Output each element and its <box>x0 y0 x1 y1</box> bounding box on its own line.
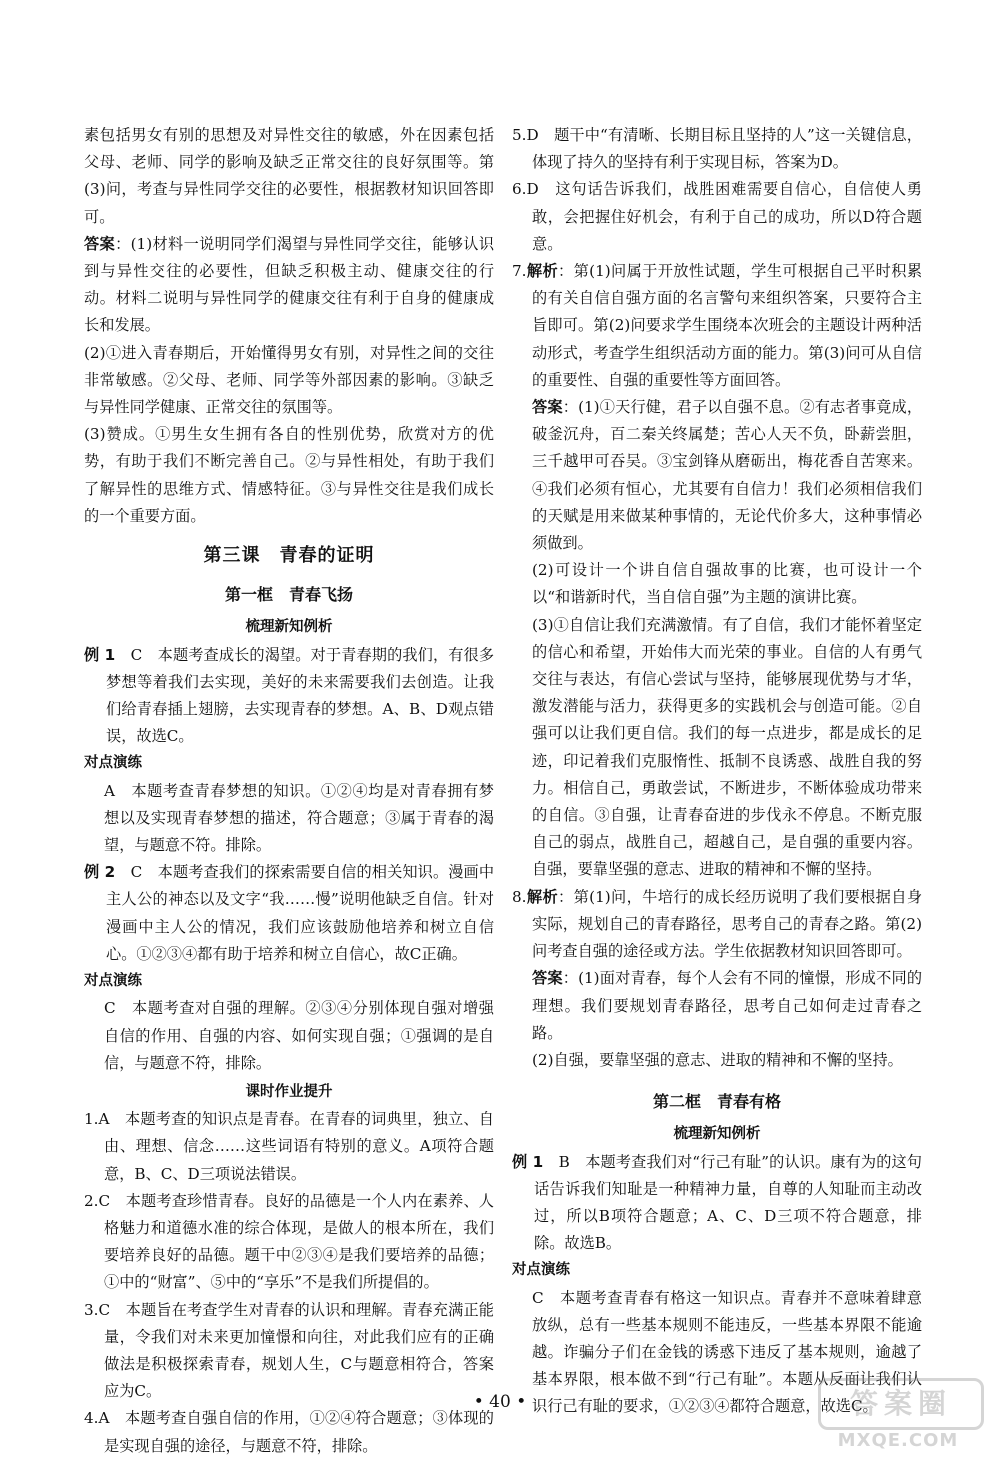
question-7-analysis <box>512 258 922 394</box>
question-7-answer-3: (3)①自信让我们充满激情。有了自信，我们才能怀着坚定的信心和希望，开始伟大而光荣的事业。自信的人有勇气交往与表达，有信心尝试与坚持，能够展现优势与才华，激发潜能与活力，获得更多的实践机会与创造可能。②自强可以让我们更自信。我们的每一点进步，都是成长的足迹，印记着我们克服惰性、抵制不良诱惑、战胜自我的努力。相信自己，勇敢尝试，不断进步，不断体验成功带来的自信。③自强，让青春奋进的步伐永不停息。不断克服自己的弱点，战胜自己，超越自己，是自强的重要内容。自强，要靠坚强的意志、进取的精神和不懈的坚持。 <box>532 615 922 879</box>
answer-label-7: 答案 <box>532 398 563 417</box>
question-3: 3.C 本题旨在考查学生对青春的认识和理解。青春充满正能量，令我们对未来更加憧憬和向往，对此我们应有的正确做法是积极探索青春，规划人生，C与题意相符合，答案应为C。 <box>84 1300 494 1401</box>
question-7-answer-1 <box>512 394 922 557</box>
example-2-text: C 本题考查我们的探索需要自信的相关知识。漫画中主人公的神态以及文字“我……慢”说明他缺乏自信。针对漫画中主人公的情况，我们应该鼓励他培养和树立自信心。①②③④都有助于培养和树立自信心，故C正确。 <box>106 863 495 963</box>
page-number: • 40 • <box>473 1392 527 1412</box>
drill-heading-2: 对点演练 <box>84 973 142 990</box>
watermark-top-text: 答案圈 <box>818 1378 984 1430</box>
example-1-label: 例 1 <box>84 645 116 664</box>
question-8-analysis <box>512 884 922 966</box>
answer-label-8: 答案 <box>532 969 563 988</box>
drill-heading-1: 对点演练 <box>84 755 142 772</box>
section-title-3: 梳理新知例析 <box>673 1126 761 1143</box>
drill-text-3: C 本题考查青春有格这一知识点。青春并不意味着肆意放纵，总有一些基本规则不能违反，一些基本界限不能逾越。诈骗分子们在金钱的诱惑下违反了基本规则，逾越了基本界限，根本做不到“行己有耻”。本题从反面让我们认识行己有耻的要求，①②③④都符合题意，故选C。 <box>532 1288 922 1416</box>
answer-text-7-1: ：(1)①天行健，君子以自强不息。②有志者事竟成，破釜沉舟，百二秦关终属楚；苦心人天不负，卧薪尝胆，三千越甲可吞吴。③宝剑锋从磨砺出，梅花香自苦寒来。④我们必须有恒心，尤其要有自信力！我们必须相信我们的天赋是用来做某种事情的，无论代价多大，这种事情必须做到。 <box>532 398 923 553</box>
question-8-answer-2: (2)自强，要靠坚强的意志、进取的精神和不懈的坚持。 <box>532 1050 903 1069</box>
question-8-number: 8. <box>512 887 527 906</box>
watermark-bottom-text: MXQE.COM <box>837 1430 959 1451</box>
example-3 <box>512 1149 922 1258</box>
answer-paragraph-2: (2)①进入青春期后，开始懂得男女有别，对异性之间的交往非常敏感。②父母、老师、同学等外部因素的影响。③缺乏与异性同学健康、正常交往的氛围等。 <box>84 343 494 417</box>
analysis-label-8: 解析 <box>526 887 559 906</box>
frame-title-1: 第一框 青春飞扬 <box>224 585 353 605</box>
answer-label: 答案 <box>84 234 116 253</box>
left-column <box>84 122 494 1460</box>
question-1: 1.A 本题考查的知识点是青春。在青春的词典里，独立、自由、理想、信念……这些词语有特别的意义。A项符合题意，B、C、D三项说法错误。 <box>84 1110 494 1183</box>
question-7-answer-2: (2)可设计一个讲自信自强故事的比赛，也可设计一个以“和谐新时代，当自信自强”为主题的演讲比赛。 <box>532 561 922 607</box>
question-4: 4.A 本题考查自强自信的作用，①②④符合题意；③体现的是实现自强的途径，与题意不符，排除。 <box>84 1409 494 1455</box>
example-2 <box>84 859 494 968</box>
lesson-title: 第三课 青春的证明 <box>203 545 375 567</box>
question-5: 5.D 题干中“有清晰、长期目标且坚持的人”这一关键信息，体现了持久的坚持有利于实现目标，答案为D。 <box>512 126 922 172</box>
answer-text-8-1: ：(1)面对青春，每个人会有不同的憧憬，形成不同的理想。我们要规划青春路径，思考自己如何走过青春之路。 <box>532 969 923 1042</box>
question-7-number: 7. <box>512 262 527 281</box>
example-1 <box>84 642 494 751</box>
answer-text-1: ：(1)材料一说明同学们渴望与异性同学交往，能够认识到与异性交往的必要性，但缺乏积极主动、健康交往的行动。材料二说明与异性同学的健康交往有利于自身的健康成长和发展。 <box>84 234 495 335</box>
answer-paragraph-3: (3)赞成。①男生女生拥有各自的性别优势，欣赏对方的优势，有助于我们不断完善自己。②与异性相处，有助于我们了解异性的思维方式、情感特征。③与异性交往是我们成长的一个重要方面。 <box>84 425 494 525</box>
frame-title-2: 第二框 青春有格 <box>652 1092 781 1112</box>
section-title-1: 梳理新知例析 <box>245 619 333 636</box>
question-2: 2.C 本题考查珍惜青春。良好的品德是一个人内在素养、人格魅力和道德水准的综合体现，是做人的根本所在，我们要培养良好的品德。题干中②③④是我们要培养的品德；①中的“财富”、⑤中的“享乐”不是我们所提倡的。 <box>84 1191 494 1292</box>
right-column <box>512 122 922 1421</box>
intro-paragraph: 素包括男女有别的思想及对异性交往的敏感，外在因素包括父母、老师、同学的影响及缺乏正常交往的良好氛围等。第(3)问，考查与异性同学交往的必要性，根据教材知识回答即可。 <box>84 126 494 226</box>
example-3-text: B 本题考查我们对“行己有耻”的认识。康有为的这句话告诉我们知耻是一种精神力量，自尊的人知耻而主动改过，所以B项符合题意；A、C、D三项不符合题意，排除。故选B。 <box>534 1152 922 1253</box>
drill-text-1: A 本题考查青春梦想的知识。①②④均是对青春拥有梦想以及实现青春梦想的描述，符合题意；③属于青春的渴望，与题意不符。排除。 <box>104 781 494 855</box>
drill-heading-3: 对点演练 <box>512 1262 570 1279</box>
example-3-label: 例 1 <box>512 1152 544 1171</box>
example-1-text: C 本题考查成长的渴望。对于青春期的我们，有很多梦想等着我们去实现，美好的未来需要我们去创造。让我们给青春插上翅膀，去实现青春的梦想。A、B、D观点错误，故选C。 <box>106 645 495 746</box>
question-6: 6.D 这句话告诉我们，战胜困难需要自信心，自信使人勇敢，会把握住好机会，有利于自己的成功，所以D符合题意。 <box>512 180 922 253</box>
analysis-text-8: ：第(1)问，牛培行的成长经历说明了我们要根据自身实际，规划自己的青春路径，思考自己的青春之路。第(2)问考查自强的途径或方法。学生依据教材知识回答即可。 <box>532 887 923 961</box>
question-8-answer-1 <box>512 965 922 1047</box>
answer-paragraph-1 <box>84 231 494 340</box>
section-title-2: 课时作业提升 <box>245 1083 333 1100</box>
drill-text-2: C 本题考查对自强的理解。②③④分别体现自强对增强自信的作用、自强的内容、如何实现自强；①强调的是自信，与题意不符，排除。 <box>104 999 494 1072</box>
analysis-label-7: 解析 <box>526 262 559 281</box>
example-2-label: 例 2 <box>84 863 116 882</box>
watermark-logo <box>808 1378 988 1458</box>
analysis-text-7: ：第(1)问属于开放性试题，学生可根据自己平时积累的有关自信自强方面的名言警句来组织答案，只要符合主旨即可。第(2)问要求学生围绕本次班会的主题设计两种活动形式，考查学生组织活动方面的能力。第(3)问可从自信的重要性、自强的重要性等方面回答。 <box>532 262 923 389</box>
